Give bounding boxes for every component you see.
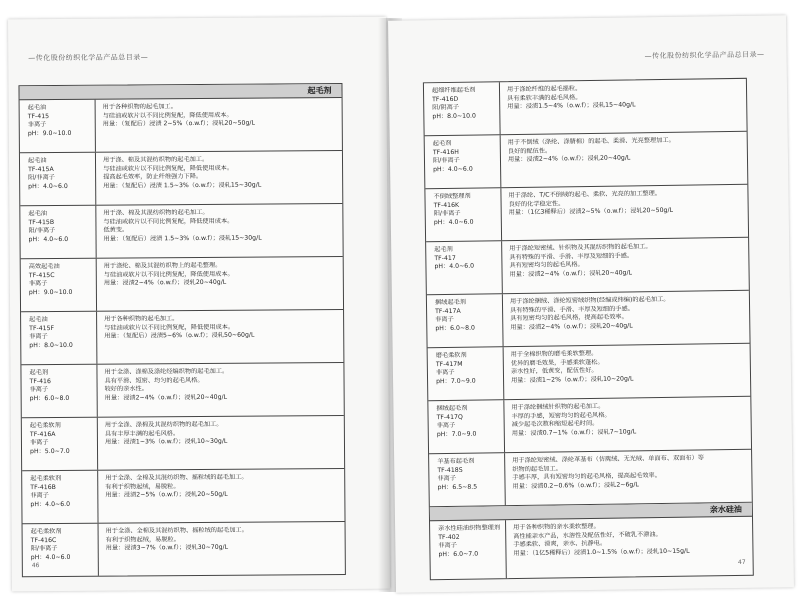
product-name-line: TF-416K bbox=[433, 201, 460, 209]
product-name-line: 阳/阴离子 bbox=[432, 104, 460, 112]
product-row bbox=[430, 517, 753, 579]
product-name-line: 起毛柔软剂 bbox=[29, 421, 61, 430]
product-table-right bbox=[423, 78, 754, 580]
product-name-line: 非离子 bbox=[30, 492, 49, 500]
product-description-line: 亲水性好，低黄变，配伍性好。 bbox=[510, 367, 598, 376]
product-description-line: 较好的亲水性。 bbox=[104, 385, 148, 393]
product-description-line: 用量：浸渍1~3%（o.w.f）；浸轧10~30g/L bbox=[104, 437, 228, 446]
product-name-line: pH：7.0~9.0 bbox=[436, 430, 477, 438]
product-name-line: pH：6.0~8.0 bbox=[435, 324, 476, 332]
product-name-line: 非离子 bbox=[29, 333, 48, 341]
product-name-line: pH：6.0~7.0 bbox=[438, 550, 479, 558]
product-row bbox=[425, 132, 748, 189]
product-description-line: 用于涤纶纤维的起毛摇粒。 bbox=[506, 85, 582, 94]
product-description-cell bbox=[500, 79, 747, 134]
product-row bbox=[22, 469, 344, 524]
product-name-line: pH：4.0~6.0 bbox=[30, 553, 71, 561]
product-description-line: 丰厚的手感，短密均匀的起毛风格。 bbox=[511, 411, 611, 420]
product-name-line: TF-416D bbox=[432, 95, 459, 103]
product-name-cell bbox=[429, 453, 506, 506]
product-name-line: 不倒绒整理剂 bbox=[433, 192, 471, 201]
product-description-line: 用于全涤、全棉及其混纺织物、摇粒绒的起毛加工。 bbox=[105, 526, 248, 535]
product-name-line: 非离子 bbox=[436, 422, 456, 430]
product-row bbox=[428, 344, 751, 401]
product-description-line: 用量：浸渍2~5%（o.w.f）；浸轧20~50g/L bbox=[105, 490, 228, 499]
page-number: 46 bbox=[31, 562, 40, 570]
product-name-line: 阳/非离子 bbox=[28, 227, 56, 235]
product-name-line: 非离子 bbox=[28, 280, 48, 288]
product-description-line: 具有短密均匀的起毛风格。 bbox=[509, 261, 584, 270]
product-description-cell bbox=[96, 204, 342, 258]
product-row bbox=[20, 204, 342, 259]
product-description-line: 用于涤纶短密绒、涤纶革基布（仿麂绒、无光绒、单面布、双面布）等 bbox=[512, 454, 705, 465]
product-name-line: pH：4.0~6.0 bbox=[28, 182, 68, 190]
product-description-cell bbox=[502, 238, 749, 293]
product-name-line: 高效起毛油 bbox=[28, 262, 60, 271]
product-description-line: 用于涤纶、棉及其混纺织物上的起毛整理。 bbox=[103, 261, 222, 270]
product-name-line: TF-415B bbox=[28, 218, 55, 226]
product-row bbox=[20, 151, 342, 206]
product-description-line: 用于涤纶、T/C不倒绒的起毛、柔软、光亮的加工整理。 bbox=[508, 190, 662, 200]
product-name-line: pH：5.0~7.0 bbox=[30, 447, 70, 455]
product-description-cell bbox=[97, 257, 343, 311]
product-description-line: 具有丰厚丰满的起毛风格。 bbox=[104, 429, 180, 438]
product-name-line: 起毛油 bbox=[29, 316, 48, 324]
product-row bbox=[21, 310, 343, 365]
product-description-line: 用于全涤、涤棉及其混纺织物的起毛加工。 bbox=[104, 420, 223, 429]
product-description-cell bbox=[503, 291, 750, 346]
product-name-line: TF-417M bbox=[435, 360, 463, 368]
product-description-cell bbox=[97, 310, 343, 364]
product-description-cell bbox=[98, 416, 344, 470]
product-table-left bbox=[18, 83, 345, 577]
product-name-cell bbox=[425, 188, 502, 241]
product-row bbox=[428, 397, 751, 454]
product-description-cell bbox=[97, 363, 343, 417]
product-name-cell bbox=[21, 312, 97, 365]
product-name-line: 起毛柔软剂 bbox=[30, 474, 62, 483]
product-description-line: 用量：（复配后）浸渍 1.5~3%（o.w.f）；浸轧15~30g/L bbox=[103, 181, 262, 190]
product-description-line: 减少起毛次数和缩短起毛时间。 bbox=[511, 420, 599, 429]
product-description-line: 用量：浸渍0.7~1%（o.w.f）；浸轧7~10g/L bbox=[511, 428, 637, 437]
product-name-cell bbox=[426, 241, 503, 294]
product-description-line: 有利于织物起绒，易脱粒。 bbox=[105, 535, 180, 544]
product-description-line: 用量：浸渍3~7%（o.w.f）；浸轧30~70g/L bbox=[105, 543, 229, 552]
product-name-line: pH：9.0~10.0 bbox=[27, 129, 72, 137]
product-name-line: 阳/非离子 bbox=[30, 545, 58, 553]
product-name-line: TF-417Q bbox=[436, 413, 463, 421]
product-description-line: 用于全棉织物的磨毛柔软整理。 bbox=[510, 349, 598, 359]
product-name-line: TF-417A bbox=[435, 307, 461, 315]
product-name-line: TF-416 bbox=[29, 377, 51, 385]
product-description-cell bbox=[504, 397, 751, 452]
product-row bbox=[20, 98, 342, 153]
product-name-line: TF-415 bbox=[27, 112, 50, 120]
product-description-line: 高性能亲水产品，水溶性及配伍性好，不破乳不漂油。 bbox=[513, 530, 662, 540]
product-name-line: 起毛剂 bbox=[29, 369, 49, 377]
product-name-cell bbox=[20, 153, 96, 206]
product-name-cell bbox=[428, 400, 505, 453]
product-name-line: 非离子 bbox=[437, 475, 457, 483]
product-description-line: 用量：浸渍0.2~0.6%（o.w.f）；浸轧2~6g/L bbox=[512, 481, 639, 490]
product-description-line: 用量：（1亿5稀释后）浸渍1.0~1.5%（o.w.f）；浸轧10~15g/L bbox=[513, 547, 690, 557]
product-description-line: 具有柔软丰满的起毛风格。 bbox=[507, 93, 582, 102]
product-name-line: pH：8.0~10.0 bbox=[432, 112, 476, 120]
product-description-line: 用于各种织物的亲水柔软整理。 bbox=[513, 522, 600, 532]
product-name-line: pH：7.0~9.0 bbox=[436, 377, 476, 385]
product-description-line: 优异的磨毛效果，手感柔软蓬松。 bbox=[510, 358, 604, 367]
product-name-cell bbox=[427, 294, 504, 347]
product-name-line: TF-415F bbox=[29, 324, 55, 332]
product-description-line: 用量：浸渍1~2%（o.w.f）；浸轧10~20g/L bbox=[511, 375, 634, 384]
section-heading: 亲水硅油 bbox=[430, 503, 752, 521]
product-description-cell bbox=[96, 98, 342, 152]
product-description-line: 用于全涤、涤棉及涤纶经编织物的起毛加工。 bbox=[104, 367, 229, 376]
product-name-line: 超细纤维起毛剂 bbox=[431, 86, 476, 95]
product-name-line: 非离子 bbox=[27, 121, 47, 129]
product-description-line: 用于涤、棉及其混纺织物的起毛加工。 bbox=[102, 155, 209, 164]
product-name-cell bbox=[21, 365, 97, 418]
product-description-line: 提高起毛效率，防止纤维强力下降。 bbox=[103, 173, 203, 181]
product-name-line: TF-416B bbox=[30, 483, 56, 491]
product-description-line: 与硅油或软片以不同比例复配，降低使用成本。 bbox=[102, 111, 233, 120]
product-name-line: TF-418S bbox=[437, 466, 463, 474]
product-row bbox=[426, 238, 749, 295]
product-row bbox=[427, 291, 750, 348]
product-description-line: 用于各种织物的起毛加工。 bbox=[104, 315, 179, 323]
product-name-cell bbox=[424, 82, 501, 135]
product-name-line: TF-415C bbox=[28, 271, 55, 279]
product-name-line: 磨毛柔软剂 bbox=[435, 351, 467, 360]
product-description-line: 手感柔软、滑爽，亲水、抗静电。 bbox=[513, 539, 607, 549]
product-description-line: 用于各种织物的起毛加工。 bbox=[102, 103, 177, 111]
product-name-line: pH：4.0~6.0 bbox=[30, 500, 71, 508]
product-row bbox=[425, 185, 748, 242]
product-description-line: 用量：浸渍2~4%（o.w.f）；浸轧20~40g/L bbox=[103, 278, 227, 287]
product-name-line: 非离子 bbox=[438, 542, 457, 550]
product-description-line: 与硅油或软片以不同比例复配，降低使用成本。 bbox=[103, 164, 234, 173]
product-name-cell bbox=[22, 471, 98, 524]
product-name-line: pH：6.5~8.5 bbox=[437, 483, 478, 491]
product-description-line: 用量：（复配后）浸渍5~6%（o.w.f）；浸轧50~60g/L bbox=[104, 331, 255, 340]
product-description-line: 良好的化学稳定性。 bbox=[508, 199, 565, 208]
product-row bbox=[23, 522, 345, 576]
product-name-line: 捆绒起毛剂 bbox=[436, 404, 468, 413]
product-row bbox=[21, 257, 343, 312]
product-name-line: 起毛油 bbox=[28, 210, 47, 218]
product-description-line: 用于全涤、全棉及其混纺织物、摇粒绒的起毛加工。 bbox=[105, 473, 248, 482]
product-name-line: 非离子 bbox=[29, 439, 49, 447]
product-name-line: 阳/非离子 bbox=[432, 157, 460, 165]
product-name-line: pH：4.0~6.0 bbox=[28, 235, 69, 243]
product-name-line: 非离子 bbox=[435, 369, 455, 377]
product-name-line: 羊基布起毛剂 bbox=[437, 457, 475, 466]
product-name-line: TF-416A bbox=[29, 430, 56, 438]
product-description-line: 用量：浸渍1.5~4%（o.w.f）；浸轧15~40g/L bbox=[507, 101, 636, 111]
product-name-line: 起毛剂 bbox=[432, 139, 452, 148]
product-description-cell bbox=[99, 522, 345, 576]
product-description-cell bbox=[96, 151, 342, 205]
product-description-line: 具有特殊的平滑、手滑、丰厚及短细的手感。 bbox=[510, 304, 634, 314]
product-name-line: pH：9.0~10.0 bbox=[28, 288, 73, 296]
product-description-line: 用量：浸渍2~4%（o.w.f）；浸轧20~40g/L bbox=[507, 154, 631, 164]
product-name-cell bbox=[430, 520, 507, 579]
product-description-cell bbox=[504, 344, 751, 399]
product-name-line: 捆绒起毛剂 bbox=[434, 298, 466, 307]
product-description-line: 与硅油或软片以不同比例复配，降低使用成本。 bbox=[104, 323, 235, 332]
product-name-line: pH：4.0~6.0 bbox=[433, 165, 473, 173]
product-row bbox=[429, 450, 752, 507]
product-description-line: 用于不倒绒（涤纶、涤腈棉）的起毛、柔滑、光亮整理加工。 bbox=[507, 136, 675, 147]
product-description-line: 具有特殊的平滑、手滑、丰厚及短细的手感。 bbox=[509, 252, 634, 261]
product-name-cell bbox=[428, 347, 505, 400]
product-description-line: 用量：（1亿3稀释后）浸渍2~5%（o.w.f）；浸轧20~50g/L bbox=[508, 207, 674, 217]
product-description-cell bbox=[506, 517, 753, 578]
product-description-line: 良好的配伍性。 bbox=[507, 147, 552, 155]
product-description-line: 用量：（复配后）浸渍 1.5~3%（o.w.f）；浸轧15~30g/L bbox=[103, 234, 262, 243]
running-header: —传化股份纺织化学品产品总目录— bbox=[28, 53, 149, 63]
product-description-line: 用量：浸渍2~4%（o.w.f）；浸轧20~40g/L bbox=[104, 393, 228, 402]
product-name-line: pH：4.0~6.0 bbox=[434, 262, 475, 271]
product-name-cell bbox=[20, 206, 96, 259]
product-name-line: 阳/非离子 bbox=[28, 174, 55, 182]
running-header: —传化股份纺织化学品产品总目录— bbox=[644, 50, 765, 61]
product-description-line: 用于涤纶捆绒针织物的起毛加工。 bbox=[511, 402, 605, 412]
product-description-line: 用量：浸渍2~4%（o.w.f）；浸轧20~40g/L bbox=[509, 269, 633, 278]
product-name-line: 阳/非离子 bbox=[433, 210, 461, 218]
product-description-line: 具有平滑、短密、均匀的起毛风格。 bbox=[104, 376, 204, 385]
product-description-line: 具有短密均匀的起毛风格，提高起毛效率。 bbox=[510, 313, 628, 323]
section-heading: 起毛剂 bbox=[19, 84, 341, 100]
product-row bbox=[424, 79, 747, 136]
product-name-cell bbox=[21, 259, 97, 312]
page-number: 47 bbox=[737, 558, 746, 566]
product-name-line: pH：8.0~10.0 bbox=[29, 341, 73, 349]
product-name-line: 非离子 bbox=[29, 386, 49, 394]
product-row bbox=[21, 363, 343, 418]
product-description-line: 用于涤、棉及其混纺织物的起毛加工。 bbox=[103, 208, 209, 217]
product-name-line: TF-416C bbox=[30, 536, 57, 544]
product-row bbox=[22, 416, 344, 471]
product-description-line: 用量：浸渍2~4%（o.w.f）；浸轧20~40g/L bbox=[510, 322, 633, 331]
product-name-line: pH：6.0~8.0 bbox=[29, 394, 70, 402]
product-description-line: 有利于织物起绒，易脱粒。 bbox=[105, 482, 180, 491]
product-name-line: 亲水性硅油织物整理剂 bbox=[438, 524, 501, 533]
product-description-cell bbox=[501, 185, 748, 240]
product-description-line: 织物的起毛加工。 bbox=[512, 465, 562, 473]
product-description-line: 手感丰厚，具有短密均匀的起毛风格，提高起毛效率。 bbox=[512, 472, 661, 482]
product-name-line: TF-416H bbox=[432, 148, 459, 156]
left-page bbox=[8, 17, 390, 592]
product-name-line: pH：4.0~6.0 bbox=[433, 218, 474, 226]
product-name-line: TF-415A bbox=[28, 165, 54, 173]
product-name-line: 起毛油 bbox=[27, 104, 47, 112]
product-description-cell bbox=[505, 450, 752, 505]
product-name-cell bbox=[22, 418, 98, 471]
product-name-line: 起毛剂 bbox=[434, 245, 453, 254]
product-name-line: 非离子 bbox=[435, 316, 454, 324]
product-name-cell bbox=[20, 100, 96, 153]
product-description-line: 与硅油或软片以不同比例复配，降低使用成本。 bbox=[103, 217, 234, 226]
product-description-line: 用于涤纶短密绒、针织物及其混纺织物的起毛加工。 bbox=[509, 243, 652, 253]
right-page bbox=[388, 15, 794, 593]
product-description-line: 与硅油或软片以不同比例复配，降低使用成本。 bbox=[103, 270, 234, 279]
product-name-line: 起毛柔软剂 bbox=[30, 527, 62, 536]
product-name-line: TF-417 bbox=[434, 254, 456, 262]
product-description-line: 用量：（复配后）浸渍 2~5%（o.w.f）；浸轧20~50g/L bbox=[102, 119, 255, 128]
product-name-line: TF-402 bbox=[438, 533, 460, 541]
product-name-cell bbox=[425, 135, 502, 188]
product-description-cell bbox=[98, 469, 344, 523]
product-description-line: 低黄变。 bbox=[103, 226, 129, 234]
product-name-line: 起毛油 bbox=[27, 157, 47, 165]
product-description-line: 用于涤纶捆绒、涤纶短密绒织物(经编或纬编)的起毛加工。 bbox=[509, 295, 670, 306]
product-description-cell bbox=[501, 132, 748, 187]
